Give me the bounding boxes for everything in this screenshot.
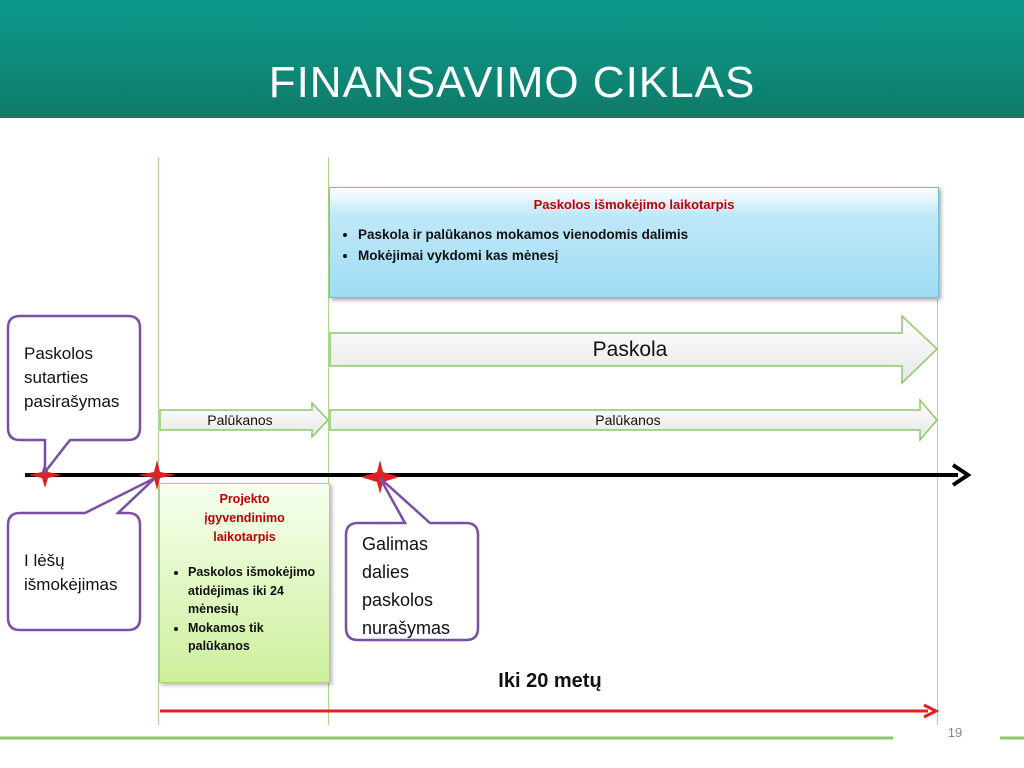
project-period-list [168, 563, 329, 656]
callout-payout-text: I lėšų išmokėjimas [24, 551, 118, 594]
repayment-bullet: • Paskola ir palūkanos mokamos vienodomis dalimis [358, 224, 688, 245]
project-bullet: • Mokamos tik palūkanos [188, 619, 325, 656]
project-bullet: • Paskolos išmokėjimo atidėjimas iki 24 mėnesių [188, 563, 325, 619]
repayment-period-title: Paskolos išmokėjimo laikotarpis [533, 197, 735, 212]
page-number: 19 [947, 725, 963, 740]
repayment-period-list [338, 224, 688, 266]
repayment-period-box [329, 187, 939, 298]
callout-signing-text: Paskolos sutarties pasirašymas [24, 344, 120, 411]
project-period-box [159, 483, 330, 683]
repayment-bullet: • Mokėjimai vykdomi kas mėnesį [358, 245, 688, 266]
duration-label: Iki 20 metų [498, 670, 602, 692]
loan-arrow-label: Paskola [592, 338, 668, 361]
project-period-title: Projekto įgyvendinimo laikotarpis [204, 492, 285, 544]
interest-long-label: Palūkanos [595, 412, 661, 428]
interest-short-label: Palūkanos [207, 412, 273, 428]
page-title: FINANSAVIMO CIKLAS [268, 58, 756, 107]
callout-writeoff-text: Galimas dalies paskolos nurašymas [362, 534, 451, 638]
